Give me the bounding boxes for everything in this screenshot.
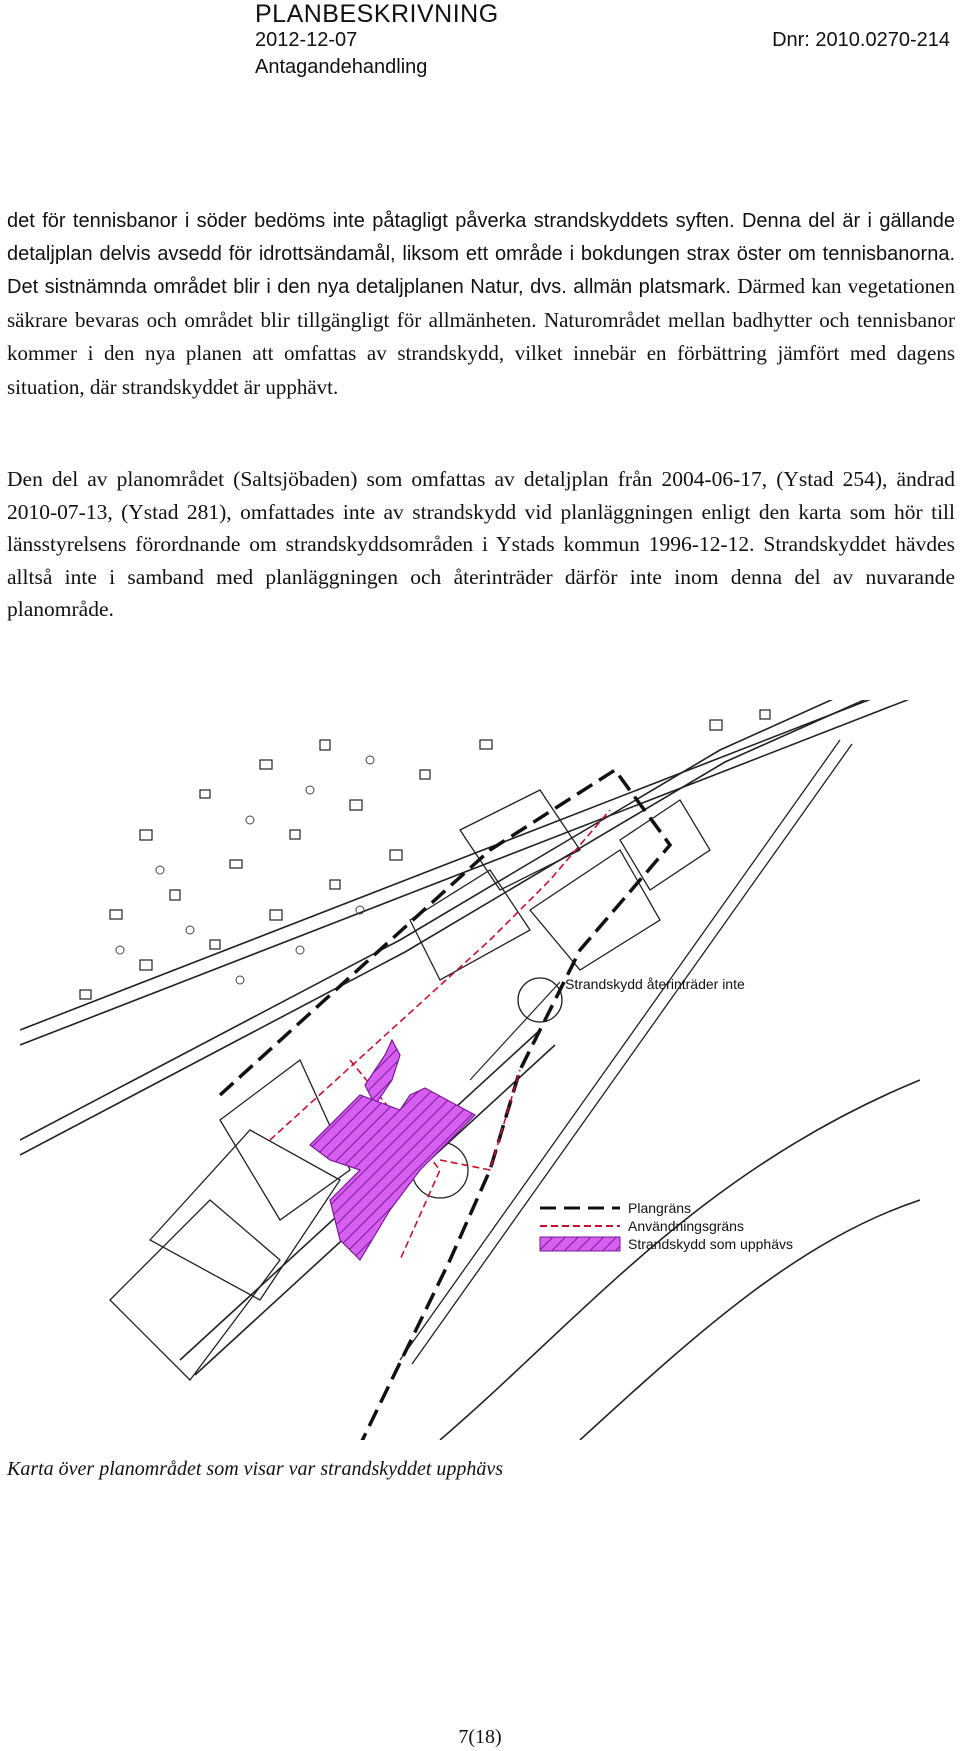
document-status: Antagandehandling <box>255 56 428 78</box>
paragraph-1-part-a: det för tennisbanor i söder bedöms inte påtagligt påverka strandskyddets syften. Denna del är i gällande detaljplan delvis avsedd för idrottsändamål, liksom ett område i bokdungen strax öster om tennisbanorna. Det sistnämnda området blir i den nya detaljplanen Natur, dvs. allmän platsmark. <box>7 210 955 298</box>
page-number: 7(18) <box>458 1726 502 1748</box>
paragraph-1-part-c: Naturområdet mellan badhytter och tennisbanor kommer i den nya planen att omfattas av strandskydd, vilket innebär en förbättring jämfört med dagens situation, där strandskyddet är upphävt. <box>7 307 955 399</box>
map-legend <box>540 1200 793 1252</box>
tree-symbols <box>116 756 374 984</box>
small-houses <box>80 710 770 999</box>
paragraph-1 <box>7 205 955 404</box>
shoreline <box>440 1080 920 1440</box>
paragraph-1-part-b: Därmed kan vegetationen säkrare bevaras och området blir tillgängligt för allmänheten. <box>7 274 956 332</box>
plan-map <box>20 700 920 1440</box>
legend-swatch-strandskydd <box>540 1237 620 1251</box>
paragraph-2: Den del av planområdet (Saltsjöbaden) som omfattas av detaljplan från 2004-06-17, (Ystad 254), ändrad 2010-07-13, (Ystad 281), omfattades inte av strandskydd vid planläggningen enligt den karta som hör till länsstyrelsens förordnande om strandskyddsområden i Ystads kommun 1996-12-12. Strandskyddet hävdes alltså inte i samband med planläggningen och återinträder därför inte inom denna del av nuvarande planområde. <box>7 467 955 621</box>
document-dnr: Dnr: 2010.0270-214 <box>772 29 950 51</box>
hatched-area <box>310 1040 475 1260</box>
figure-caption: Karta över planområdet som visar var strandskyddet upphävs <box>7 1458 504 1480</box>
legend-label-plangrans: Plangräns <box>628 1200 692 1216</box>
legend-label-strandskydd: Strandskydd som upphävs <box>628 1236 793 1252</box>
legend-label-anvandningsgrans: Användningsgräns <box>628 1218 744 1234</box>
annotation-leader-line <box>470 982 560 1080</box>
road-lines <box>20 700 920 1375</box>
land-use-boundary <box>270 810 610 1260</box>
document-date: 2012-12-07 <box>255 29 358 51</box>
document-title: PLANBESKRIVNING <box>255 0 499 28</box>
map-annotation: Strandskydd återinträder inte <box>565 976 745 992</box>
